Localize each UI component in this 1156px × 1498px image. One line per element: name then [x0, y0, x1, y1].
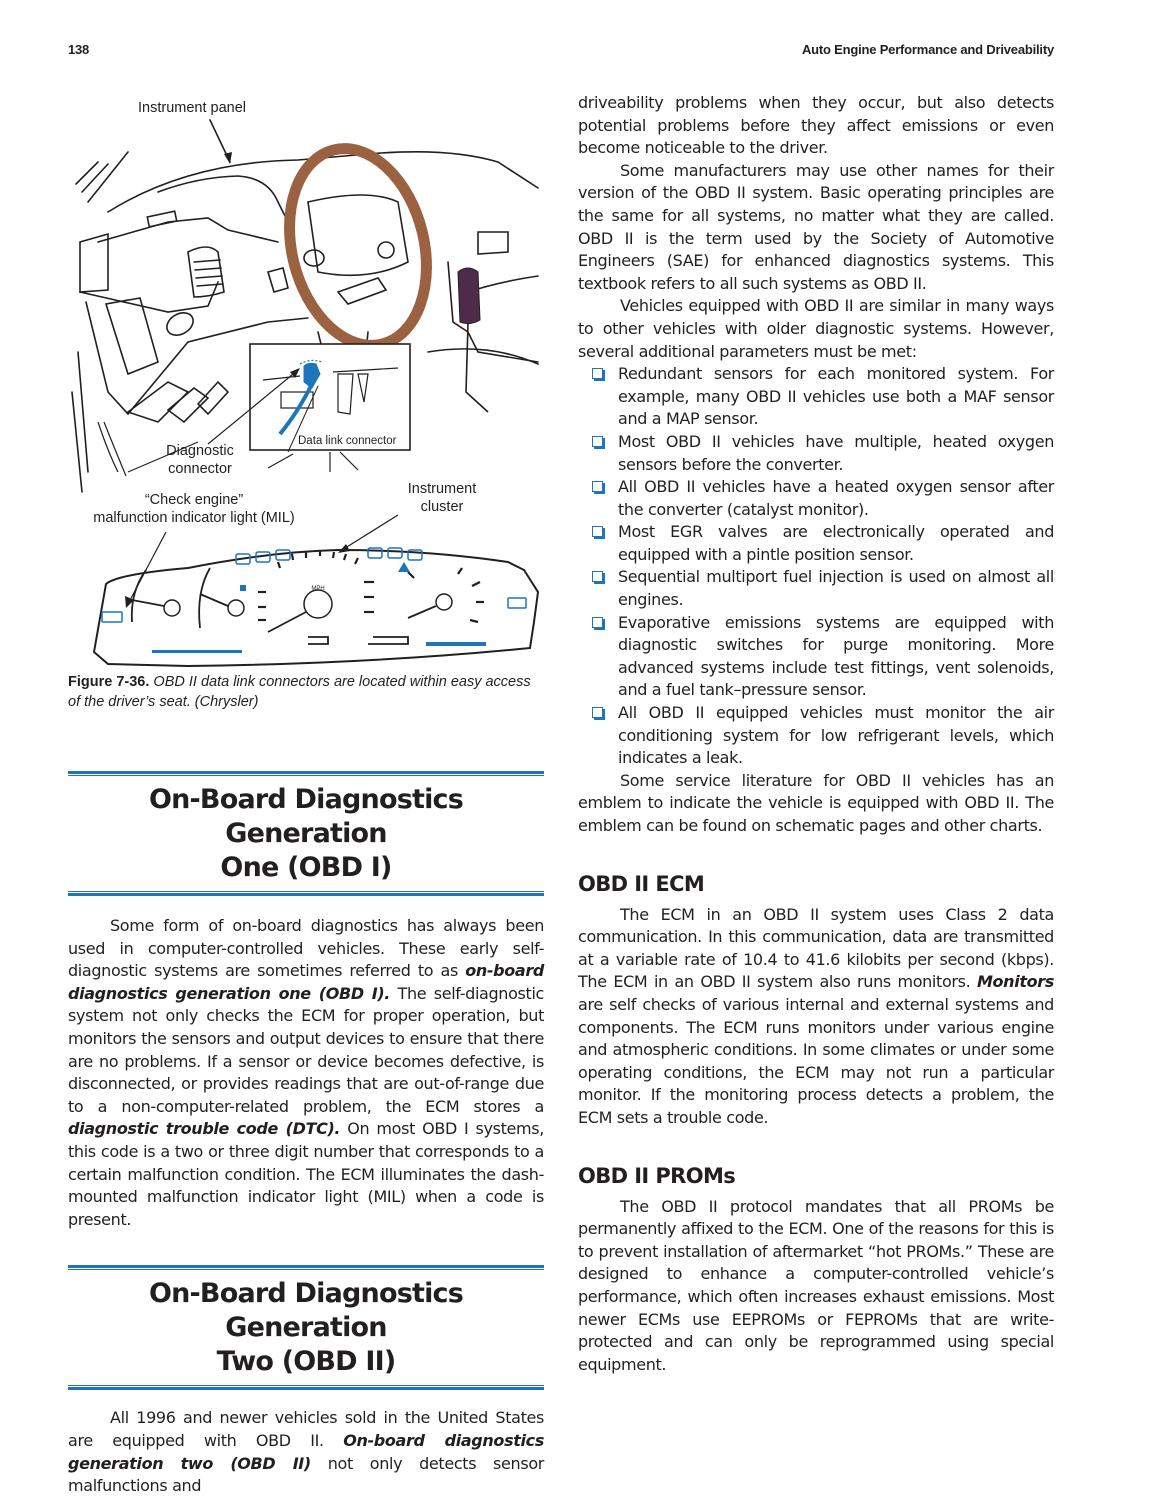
ecm-paragraph: The ECM in an OBD II system uses Class 2 data communication. In this communication, data are transmitted at a variable rate of 10.4 to 41.6 kilobits per second (kbps). The ECM in an OBD II system also runs monitors. Monitors are self checks of various internal and external systems and components. The ECM runs monitors under various engine and atmospheric conditions. In some climates or under some operating conditions, the ECM may not run a particular monitor. If the monitoring process detects a problem, the ECM sets a trouble code.	[578, 904, 1054, 1127]
obd2-continued-paragraph: driveability problems when they occur, but also detects potential problems before they affect emissions or even become noticeable to the driver.	[578, 93, 1054, 158]
similar-vehicles-paragraph: Vehicles equipped with OBD II are similar in many ways to other vehicles with older diagnostic systems. However, several additional parameters must be met:	[578, 296, 1054, 361]
checkbox-icon	[592, 368, 603, 379]
checkbox-icon	[592, 526, 603, 537]
list-item: Most OBD II vehicles have multiple, heated oxygen sensors before the converter.	[618, 431, 1054, 476]
dashboard-illustration	[68, 92, 544, 672]
list-item: Sequential multiport fuel injection is used on almost all engines.	[618, 566, 1054, 611]
page-number: 138	[68, 42, 90, 57]
checkbox-icon	[592, 481, 603, 492]
figure-7-36	[68, 92, 544, 710]
section-heading-obd1	[68, 771, 544, 897]
section-heading-obd2	[68, 1265, 544, 1391]
requirements-list	[578, 363, 1054, 770]
proms-paragraph: The OBD II protocol mandates that all PROMs be permanently affixed to the ECM. One of the reasons for this is to prevent installation of aftermarket “hot PROMs.” These are designed to enhance a computer-controlled vehicle’s performance, which often increases exhaust emissions. Most newer ECMs use EEPROMs or FEPROMs that are write-protected and can only be reprogrammed using special equipment.	[578, 1196, 1054, 1374]
label-instrument-panel: Instrument panel	[138, 100, 247, 116]
label-check-engine-mil: “Check engine” malfunction indicator light (MIL)	[93, 492, 295, 526]
list-item: Redundant sensors for each monitored system. For example, many OBD II vehicles use both a MAF sensor and a MAP sensor.	[618, 363, 1054, 431]
list-item: All OBD II equipped vehicles must monitor the air conditioning system for low refrigerant levels, which indicates a leak.	[618, 702, 1054, 770]
running-head	[68, 42, 1054, 57]
checkbox-icon	[592, 707, 603, 718]
book-title: Auto Engine Performance and Driveability	[801, 42, 1054, 57]
list-item: Evaporative emissions systems are equipped with diagnostic switches for purge monitoring. More advanced systems include test fittings, vent solenoids, and a fuel tank–pressure sensor.	[618, 612, 1054, 702]
subheading-obd2-ecm: OBD II ECM	[578, 871, 705, 896]
heading-rule-bottom	[68, 1385, 544, 1391]
label-data-link-connector: Data link connector	[298, 435, 397, 447]
left-column	[68, 92, 544, 1498]
heading-title: On-Board Diagnostics Generation Two (OBD II)	[148, 1278, 464, 1378]
checkbox-icon	[592, 436, 603, 447]
figure-number: Figure 7-36.	[68, 674, 150, 690]
svg-text:MPH: MPH	[311, 586, 325, 592]
heading-rule-top	[68, 1265, 544, 1271]
right-column	[578, 92, 1054, 1376]
checkbox-icon	[592, 571, 603, 582]
heading-rule-bottom	[68, 891, 544, 897]
heading-rule-top	[68, 771, 544, 777]
other-names-paragraph: Some manufacturers may use other names for their version of the OBD II system. Basic operating principles are the same for all systems, no matter what they are called. OBD II is the term used by the Society of Automotive Engineers (SAE) for enhanced diagnostics systems. This textbook refers to all such systems as OBD II.	[578, 160, 1054, 293]
figure-caption	[68, 672, 544, 712]
label-diagnostic-connector: Diagnostic connector	[166, 443, 234, 477]
term-monitors: Monitors	[976, 972, 1054, 992]
checkbox-icon	[592, 617, 603, 628]
emblem-paragraph: Some service literature for OBD II vehicles has an emblem to indicate the vehicle is equipped with OBD II. The emblem can be found on schematic pages and other charts.	[578, 770, 1054, 835]
term-dtc: diagnostic trouble code (DTC).	[68, 1119, 341, 1139]
steering-wheel	[270, 134, 446, 360]
list-item: All OBD II vehicles have a heated oxygen sensor after the converter (catalyst monitor).	[618, 476, 1054, 521]
list-item: Most EGR valves are electronically operated and equipped with a pintle position sensor.	[618, 521, 1054, 566]
figure-caption-text: OBD II data link connectors are located within easy access of the driver’s seat. (Chrysler)	[68, 674, 531, 710]
term-obd2: On-board diagnostics generation two (OBD II)	[68, 1430, 544, 1473]
obd2-intro-paragraph: All 1996 and newer vehicles sold in the United States are equipped with OBD II. On-board diagnostics generation two (OBD II) not only detects sensor malfunctions and	[68, 1408, 544, 1496]
obd1-paragraph: Some form of on-board diagnostics has always been used in computer-controlled vehicles. These early self-diagnostic systems are sometimes referred to as on-board diagnostics generation one (OBD I). The self-diagnostic system not only checks the ECM for proper operation, but monitors the sensors and output devices to ensure that there are no problems. If a sensor or device becomes defective, is disconnected, or provides readings that are out-of-range due to a non-computer-related problem, the ECM stores a diagnostic trouble code (DTC). On most OBD I systems, this code is a two or three digit number that corresponds to a certain malfunction condition. The ECM illuminates the dash-mounted malfunction indicator light (MIL) when a code is present.	[68, 916, 544, 1229]
subheading-obd2-proms: OBD II PROMs	[578, 1163, 736, 1188]
gear-shift-knob	[458, 268, 480, 324]
term-obd1: on-board diagnostics generation one (OBD I).	[68, 961, 544, 1003]
label-instrument-cluster: Instrument cluster	[407, 481, 477, 515]
heading-title: On-Board Diagnostics Generation One (OBD I)	[148, 784, 464, 883]
